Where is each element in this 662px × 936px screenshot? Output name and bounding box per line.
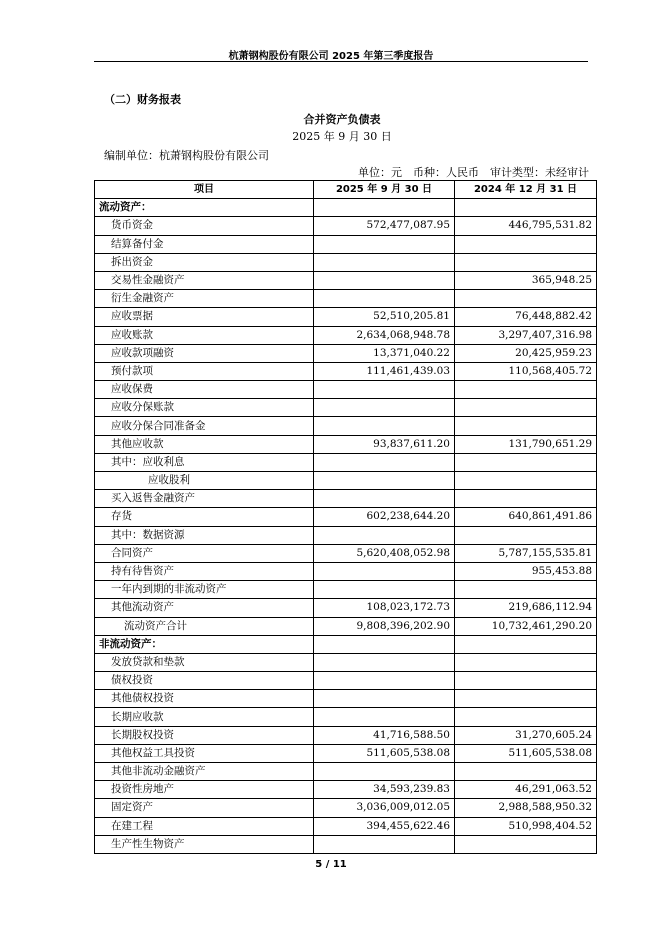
value-prior — [455, 635, 597, 653]
table-row — [95, 472, 597, 490]
table-row — [95, 417, 597, 435]
value-current — [314, 562, 455, 580]
row-label: 持有待售资产 — [95, 562, 314, 580]
row-label: 在建工程 — [95, 817, 314, 835]
table-row — [95, 817, 597, 835]
table-row — [95, 253, 597, 271]
table-body — [95, 199, 597, 854]
value-current — [314, 453, 455, 471]
value-prior: 131,790,651.29 — [455, 435, 597, 453]
value-prior — [455, 399, 597, 417]
value-prior: 2,988,588,950.32 — [455, 799, 597, 817]
value-prior — [455, 453, 597, 471]
value-current: 602,238,644.20 — [314, 508, 455, 526]
table-row — [95, 763, 597, 781]
statement-date: 2025 年 9 月 30 日 — [292, 130, 392, 143]
table-row — [95, 490, 597, 508]
table-row — [95, 399, 597, 417]
table-row — [95, 508, 597, 526]
value-prior — [455, 490, 597, 508]
value-current — [314, 253, 455, 271]
value-current — [314, 271, 455, 289]
value-current — [314, 472, 455, 490]
table-row — [95, 344, 597, 362]
value-prior — [455, 472, 597, 490]
value-current — [314, 235, 455, 253]
row-label: 应收分保合同准备金 — [95, 417, 314, 435]
row-label: 货币资金 — [95, 217, 314, 235]
table-row — [95, 599, 597, 617]
value-current — [314, 199, 455, 217]
value-prior — [455, 763, 597, 781]
value-current: 572,477,087.95 — [314, 217, 455, 235]
value-current: 511,605,538.08 — [314, 744, 455, 762]
value-current: 111,461,439.03 — [314, 362, 455, 380]
row-label: 债权投资 — [95, 672, 314, 690]
value-prior — [455, 581, 597, 599]
row-label: 其他权益工具投资 — [95, 744, 314, 762]
value-prior — [455, 253, 597, 271]
table-row — [95, 672, 597, 690]
row-label: 其中：应收利息 — [95, 453, 314, 471]
column-header-current: 2025 年 9 月 30 日 — [314, 181, 455, 199]
row-label: 其他债权投资 — [95, 690, 314, 708]
table-row — [95, 381, 597, 399]
value-current: 34,593,239.83 — [314, 781, 455, 799]
value-prior — [455, 835, 597, 853]
value-prior: 46,291,063.52 — [455, 781, 597, 799]
value-prior — [455, 708, 597, 726]
value-current — [314, 672, 455, 690]
value-prior: 110,568,405.72 — [455, 362, 597, 380]
row-label: 买入返售金融资产 — [95, 490, 314, 508]
value-prior: 10,732,461,290.20 — [455, 617, 597, 635]
row-label: 衍生金融资产 — [95, 290, 314, 308]
row-label: 流动资产合计 — [95, 617, 314, 635]
value-prior — [455, 672, 597, 690]
row-label: 长期股权投资 — [95, 726, 314, 744]
balance-sheet-table — [94, 180, 597, 854]
table-row — [95, 326, 597, 344]
table-row — [95, 726, 597, 744]
report-header: 杭萧钢构股份有限公司 2025 年第三季度报告 — [228, 51, 434, 62]
value-prior — [455, 526, 597, 544]
value-prior: 31,270,605.24 — [455, 726, 597, 744]
table-row — [95, 453, 597, 471]
table-row — [95, 290, 597, 308]
row-label: 拆出资金 — [95, 253, 314, 271]
value-current: 2,634,068,948.78 — [314, 326, 455, 344]
statement-title: 合并资产负债表 — [303, 113, 381, 126]
table-row — [95, 544, 597, 562]
row-label: 一年内到期的非流动资产 — [95, 581, 314, 599]
table-row — [95, 435, 597, 453]
value-prior — [455, 235, 597, 253]
value-prior: 640,861,491.86 — [455, 508, 597, 526]
value-prior: 446,795,531.82 — [455, 217, 597, 235]
row-label: 发放贷款和垫款 — [95, 653, 314, 671]
table-row — [95, 581, 597, 599]
table-row — [95, 562, 597, 580]
table-row — [95, 835, 597, 853]
table-row — [95, 653, 597, 671]
value-current — [314, 490, 455, 508]
value-current: 108,023,172.73 — [314, 599, 455, 617]
table-header-row — [95, 181, 597, 199]
table-row — [95, 217, 597, 235]
units-line: 单位：元 币种：人民币 审计类型：未经审计 — [358, 166, 589, 179]
value-current: 13,371,040.22 — [314, 344, 455, 362]
column-header-item: 项目 — [95, 181, 314, 199]
value-prior: 365,948.25 — [455, 271, 597, 289]
row-label: 长期应收款 — [95, 708, 314, 726]
value-current — [314, 690, 455, 708]
column-header-prior: 2024 年 12 月 31 日 — [455, 181, 597, 199]
value-prior: 510,998,404.52 — [455, 817, 597, 835]
table-row — [95, 781, 597, 799]
page-number: 5 / 11 — [315, 859, 347, 870]
value-current — [314, 763, 455, 781]
table-row — [95, 271, 597, 289]
table-row — [95, 235, 597, 253]
value-current — [314, 526, 455, 544]
value-current: 3,036,009,012.05 — [314, 799, 455, 817]
value-prior: 219,686,112.94 — [455, 599, 597, 617]
value-current: 5,620,408,052.98 — [314, 544, 455, 562]
value-current — [314, 399, 455, 417]
row-label: 应收股利 — [95, 472, 314, 490]
table-row — [95, 635, 597, 653]
value-current: 9,808,396,202.90 — [314, 617, 455, 635]
row-label: 非流动资产： — [95, 635, 314, 653]
row-label: 其他应收款 — [95, 435, 314, 453]
value-current: 52,510,205.81 — [314, 308, 455, 326]
row-label: 存货 — [95, 508, 314, 526]
row-label: 应收款项融资 — [95, 344, 314, 362]
value-current — [314, 653, 455, 671]
row-label: 其他非流动金融资产 — [95, 763, 314, 781]
table-row — [95, 708, 597, 726]
section-title: （二）财务报表 — [104, 93, 181, 106]
row-label: 应收保费 — [95, 381, 314, 399]
row-label: 生产性生物资产 — [95, 835, 314, 853]
value-prior: 76,448,882.42 — [455, 308, 597, 326]
value-current — [314, 835, 455, 853]
table-row — [95, 617, 597, 635]
value-current — [314, 708, 455, 726]
table-row — [95, 308, 597, 326]
row-label: 结算备付金 — [95, 235, 314, 253]
row-label: 交易性金融资产 — [95, 271, 314, 289]
value-prior — [455, 199, 597, 217]
row-label: 其中：数据资源 — [95, 526, 314, 544]
value-current — [314, 635, 455, 653]
value-current: 394,455,622.46 — [314, 817, 455, 835]
header-divider — [94, 61, 588, 62]
table-row — [95, 744, 597, 762]
value-prior — [455, 290, 597, 308]
row-label: 其他流动资产 — [95, 599, 314, 617]
row-label: 预付款项 — [95, 362, 314, 380]
row-label: 应收票据 — [95, 308, 314, 326]
table-row — [95, 799, 597, 817]
value-current — [314, 417, 455, 435]
value-prior — [455, 690, 597, 708]
value-prior: 511,605,538.08 — [455, 744, 597, 762]
row-label: 投资性房地产 — [95, 781, 314, 799]
table-row — [95, 690, 597, 708]
value-current: 41,716,588.50 — [314, 726, 455, 744]
value-prior: 955,453.88 — [455, 562, 597, 580]
row-label: 应收账款 — [95, 326, 314, 344]
value-prior: 5,787,155,535.81 — [455, 544, 597, 562]
value-prior: 3,297,407,316.98 — [455, 326, 597, 344]
compiler-line: 编制单位：杭萧钢构股份有限公司 — [104, 149, 269, 162]
row-label: 流动资产： — [95, 199, 314, 217]
table-row — [95, 526, 597, 544]
value-prior — [455, 653, 597, 671]
value-current — [314, 381, 455, 399]
value-prior — [455, 381, 597, 399]
row-label: 固定资产 — [95, 799, 314, 817]
value-current: 93,837,611.20 — [314, 435, 455, 453]
row-label: 应收分保账款 — [95, 399, 314, 417]
value-prior — [455, 417, 597, 435]
value-current — [314, 290, 455, 308]
table-row — [95, 199, 597, 217]
value-prior: 20,425,959.23 — [455, 344, 597, 362]
row-label: 合同资产 — [95, 544, 314, 562]
table-row — [95, 362, 597, 380]
value-current — [314, 581, 455, 599]
